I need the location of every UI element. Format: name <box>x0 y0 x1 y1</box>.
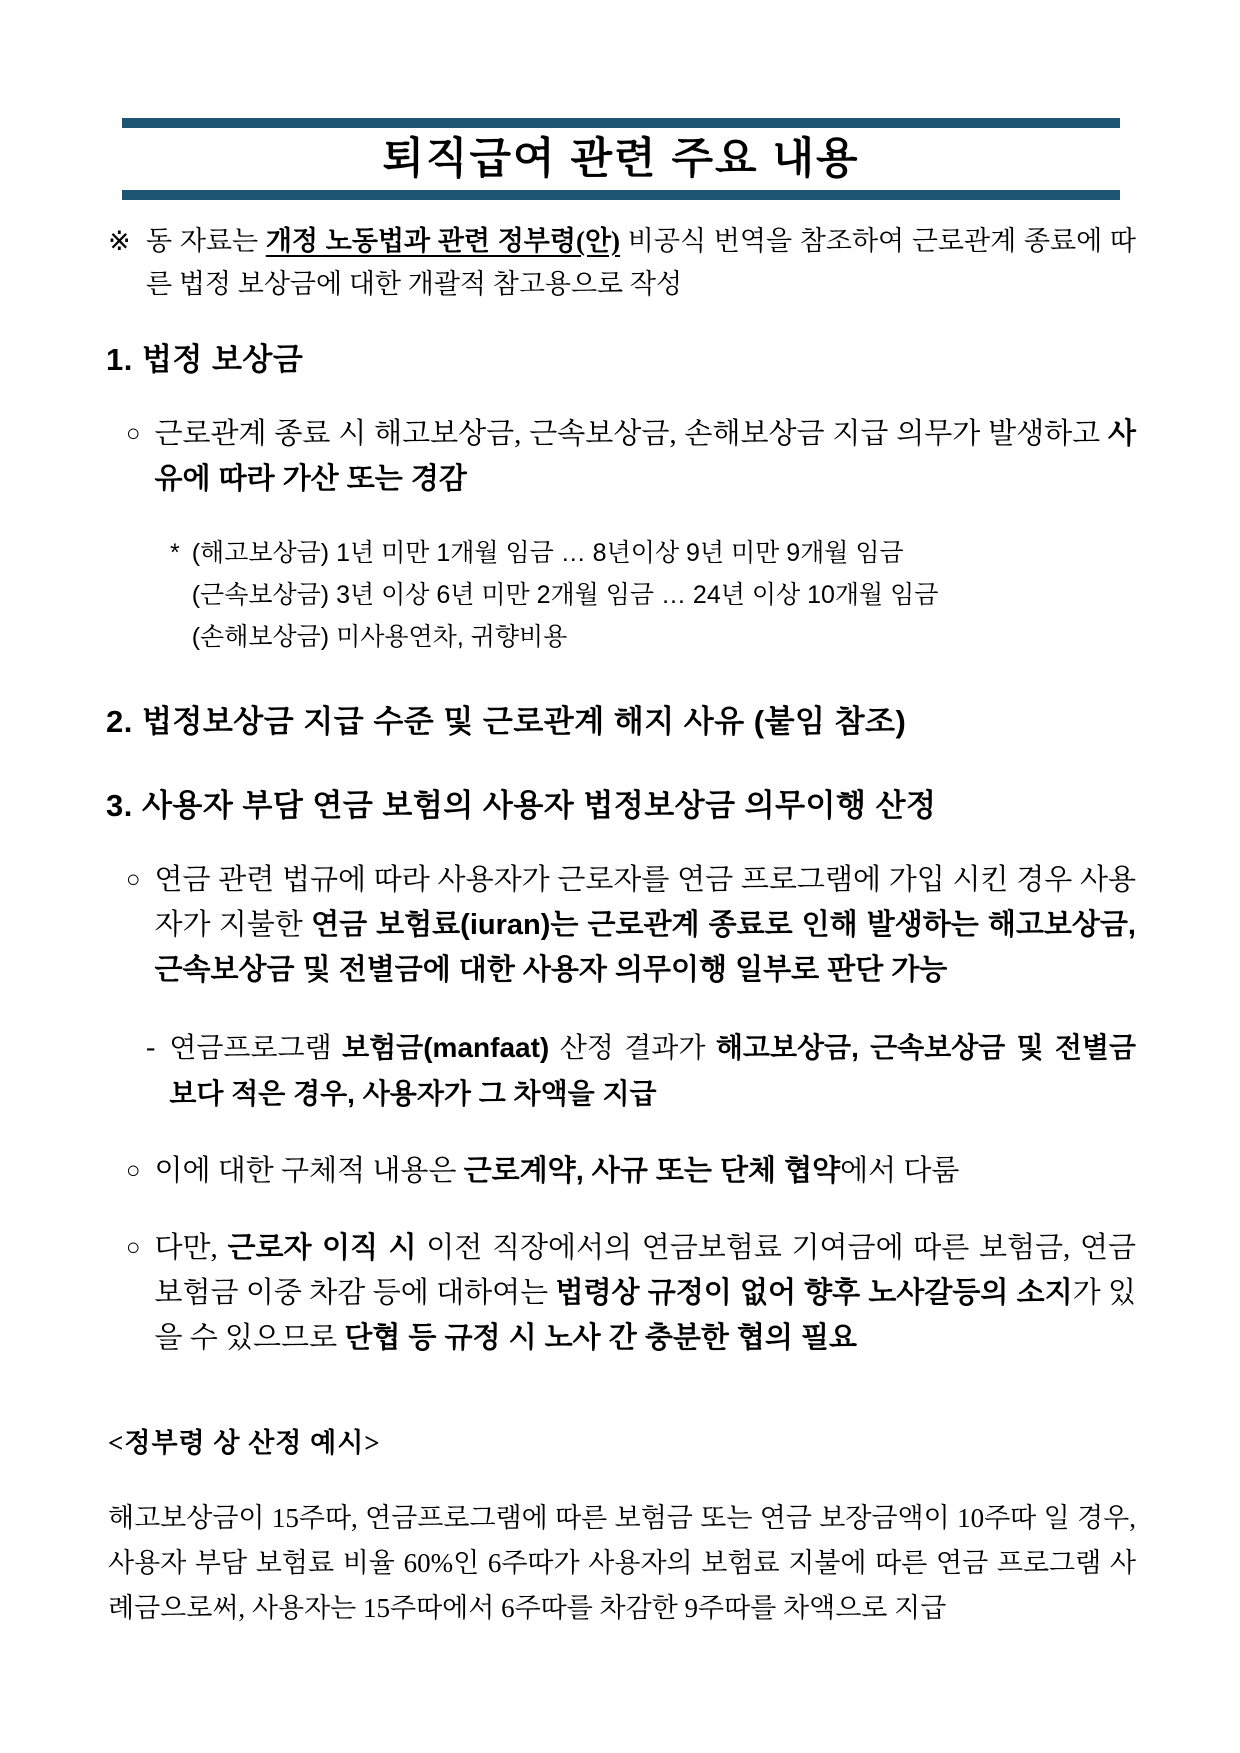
section-3-bullet-1-text <box>155 858 1137 993</box>
example-heading: <정부령 상 산정 예시> <box>108 1428 381 1458</box>
text-segment: 연금 관련 법규에 따라 사용자가 근로자를 연금 프로그램에 가입 시킨 경우 사용자가 지불한 <box>154 864 1136 941</box>
asterisk-reference-marker: ※ <box>108 226 131 256</box>
text-segment: 근로계약, 사규 또는 단체 협약 <box>463 1155 841 1187</box>
section-1-heading: 1. 법정 보상금 <box>106 342 304 377</box>
section-3-sub-bullet-text <box>169 1025 1136 1117</box>
text-segment: 다만, <box>154 1232 228 1264</box>
text-segment: 해고보상금, 근속보상금 및 전별금 보다 적은 경우, 사용자가 그 차액을 지급 <box>169 1032 1136 1109</box>
text-segment: 산정 결과가 <box>549 1033 716 1064</box>
text-segment: 연금프로그램 <box>169 1033 343 1064</box>
example-body-text <box>108 1496 1136 1631</box>
text-segment: 해고보상금이 15주따, 연금프로그램에 따른 보험금 또는 연금 보장금액이 10주따 일 경우, 사용자 부담 보험료 비율 60%인 6주따가 사용자의 보험료 지불에 따른 연금 프로그램 사례금으로써, 사용자는 15주따에서 6주따를 차감한 9주따를 차액으로 지급 <box>108 1503 1136 1623</box>
section-3-heading: 3. 사용자 부담 연금 보험의 사용자 법정보상금 의무이행 산정 <box>106 788 937 823</box>
section-3-bullet-2-text <box>155 1149 1137 1194</box>
section-3-bullet-1 <box>126 858 1136 993</box>
star-bullet-icon: * <box>170 539 180 567</box>
reference-note-text <box>146 226 1136 299</box>
subnote-line-service: (근속보상금) 3년 이상 6년 미만 2개월 임금 … 24년 이상 10개월 임금 <box>191 581 939 609</box>
title-top-rule <box>122 118 1120 128</box>
text-segment: 근로자 이직 시 <box>227 1232 417 1264</box>
title-banner <box>122 118 1120 200</box>
circle-bullet-icon: ○ <box>126 1158 141 1184</box>
circle-bullet-icon: ○ <box>126 421 141 447</box>
text-segment: 개정 노동법과 관련 정부령(안) <box>265 226 621 256</box>
subnote-line-dismissal: (해고보상금) 1년 미만 1개월 임금 … 8년이상 9년 미만 9개월 임금 <box>191 539 904 567</box>
title-bottom-rule <box>122 190 1120 200</box>
subnote-line-damages: (손해보상금) 미사용연차, 귀향비용 <box>191 623 568 651</box>
text-segment: 사유에 따라 가산 또는 경감 <box>154 418 1136 495</box>
text-segment: 가 있을 수 있으므로 <box>154 1277 1137 1354</box>
text-segment: 법령상 규정이 없어 향후 노사갈등의 소지 <box>555 1277 1073 1309</box>
text-segment: 이에 대한 구체적 내용은 <box>154 1155 464 1187</box>
reference-note <box>108 220 1136 306</box>
section-3-bullet-2 <box>126 1149 1136 1194</box>
section-2-heading: 2. 법정보상금 지급 수준 및 근로관계 해지 사유 (붙임 참조) <box>106 704 907 739</box>
subnote-lines <box>192 532 1136 658</box>
text-segment: 비공식 번역을 참조하여 근로관계 종료에 따른 법정 보상금에 대한 개괄적 참고용으로 작성 <box>146 226 1137 299</box>
circle-bullet-icon: ○ <box>126 867 141 893</box>
section-3-bullet-3 <box>126 1226 1136 1361</box>
text-segment: 이전 직장에서의 연금보험료 기여금에 따른 보험금, 연금보험금 이중 차감 등에 대하여는 <box>154 1232 1137 1309</box>
text-segment: 단협 등 규정 시 노사 간 충분한 협의 필요 <box>344 1322 858 1354</box>
text-segment: 에서 다룸 <box>840 1155 960 1187</box>
section-1-bullet-text <box>155 412 1137 502</box>
section-3-sub-bullet <box>146 1025 1136 1117</box>
section-1-subnotes <box>170 532 1136 658</box>
text-segment: 보험금(manfaat) <box>342 1032 550 1063</box>
dash-bullet-icon: - <box>146 1032 156 1063</box>
text-segment: 연금 보험료(iuran)는 근로관계 종료로 인해 발생하는 해고보상금, 근속보상금 및 전별금에 대한 사용자 의무이행 일부로 판단 가능 <box>154 909 1136 986</box>
circle-bullet-icon: ○ <box>126 1235 141 1261</box>
text-segment: 근로관계 종료 시 해고보상금, 근속보상금, 손해보상금 지급 의무가 발생하고 <box>154 418 1108 450</box>
section-1-bullet <box>126 412 1136 502</box>
page-title: 퇴직급여 관련 주요 내용 <box>382 135 860 183</box>
section-3-bullet-3-text <box>155 1226 1137 1361</box>
text-segment: 동 자료는 <box>146 226 266 256</box>
